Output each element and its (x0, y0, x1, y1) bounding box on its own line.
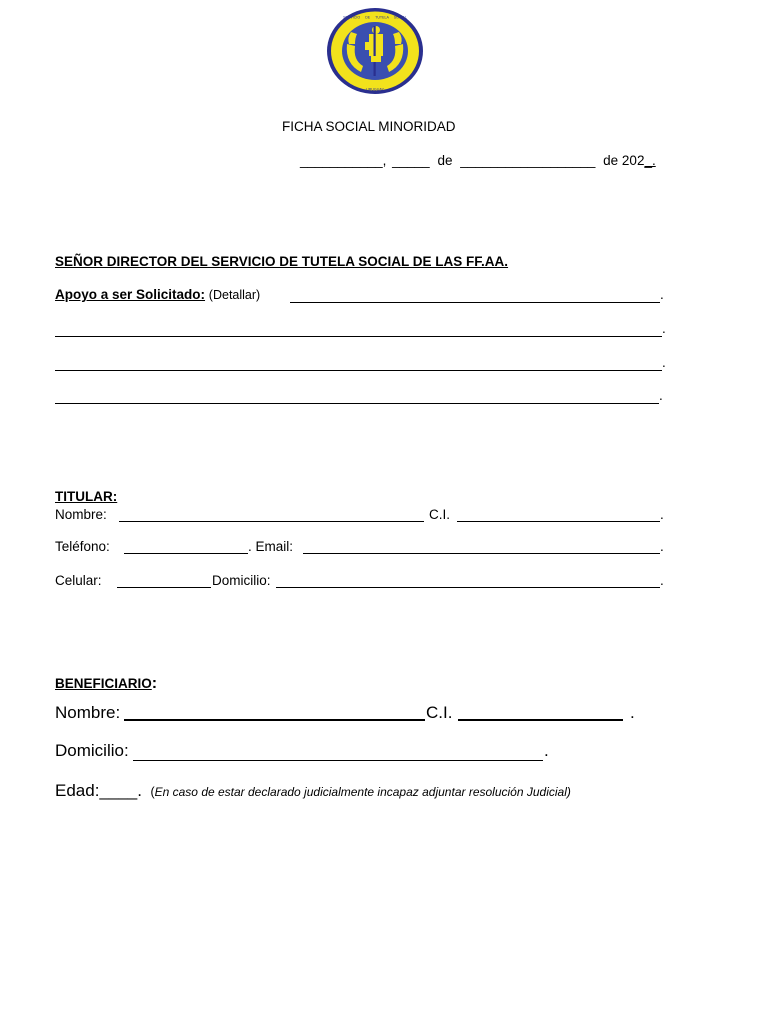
titular-email-field[interactable] (303, 537, 660, 554)
titular-heading: TITULAR: (55, 489, 118, 504)
emblem-ring-text: SERVICIO DE TUTELA SOCIAL (343, 15, 407, 20)
beneficiario-domicilio-field[interactable] (133, 742, 543, 761)
beneficiario-heading: BENEFICIARIO: (55, 675, 158, 692)
apoyo-hint: (Detallar) (208, 288, 261, 302)
apoyo-label-row (55, 287, 260, 302)
emblem-bottom-text: URUGUAY (366, 87, 384, 92)
apoyo-detail-field-2[interactable] (55, 320, 662, 337)
date-line: ___________, _____ de __________________ de 202_. (300, 153, 656, 168)
apoyo-detail-field-3[interactable] (55, 354, 662, 371)
beneficiario-ci-field[interactable] (458, 701, 623, 721)
date-day-blank[interactable]: ___________ (300, 153, 383, 168)
titular-celular-label: Celular: (55, 573, 102, 588)
beneficiario-domicilio-label: Domicilio: (55, 741, 129, 760)
titular-nombre-field[interactable] (119, 505, 424, 522)
titular-domicilio-field[interactable] (276, 571, 660, 588)
beneficiario-edad-field[interactable]: ____ (99, 781, 138, 800)
titular-domicilio-label: Domicilio: (212, 573, 271, 588)
titular-celular-field[interactable] (117, 571, 211, 588)
tutela-social-emblem (325, 6, 425, 96)
titular-ci-field[interactable] (457, 505, 660, 522)
beneficiario-ci-label: C.I. (426, 703, 453, 722)
date-num-blank[interactable]: _____ (392, 153, 430, 168)
date-month-blank[interactable]: __________________ (460, 153, 596, 168)
beneficiario-edad-note: En caso de estar declarado judicialmente incapaz adjuntar resolución Judicial) (154, 785, 571, 799)
beneficiario-edad-label: Edad: (55, 781, 100, 800)
beneficiario-nombre-label: Nombre: (55, 703, 121, 722)
titular-email-label: . Email: (248, 539, 294, 554)
titular-telefono-field[interactable] (124, 537, 248, 554)
titular-nombre-label: Nombre: (55, 507, 107, 522)
addressee-heading: SEÑOR DIRECTOR DEL SERVICIO DE TUTELA SOCIAL DE LAS FF.AA. (55, 254, 509, 269)
beneficiario-edad-row: Edad:____. (En caso de estar declarado judicialmente incapaz adjuntar resolución Judicial) (55, 781, 571, 800)
beneficiario-nombre-field[interactable] (124, 701, 425, 721)
form-title: FICHA SOCIAL MINORIDAD (282, 119, 456, 134)
titular-ci-label: C.I. (429, 507, 451, 522)
apoyo-label: Apoyo a ser Solicitado: (55, 287, 206, 302)
apoyo-detail-field-1[interactable] (290, 286, 660, 303)
titular-telefono-label: Teléfono: (55, 539, 110, 554)
apoyo-detail-field-4[interactable] (55, 387, 659, 404)
